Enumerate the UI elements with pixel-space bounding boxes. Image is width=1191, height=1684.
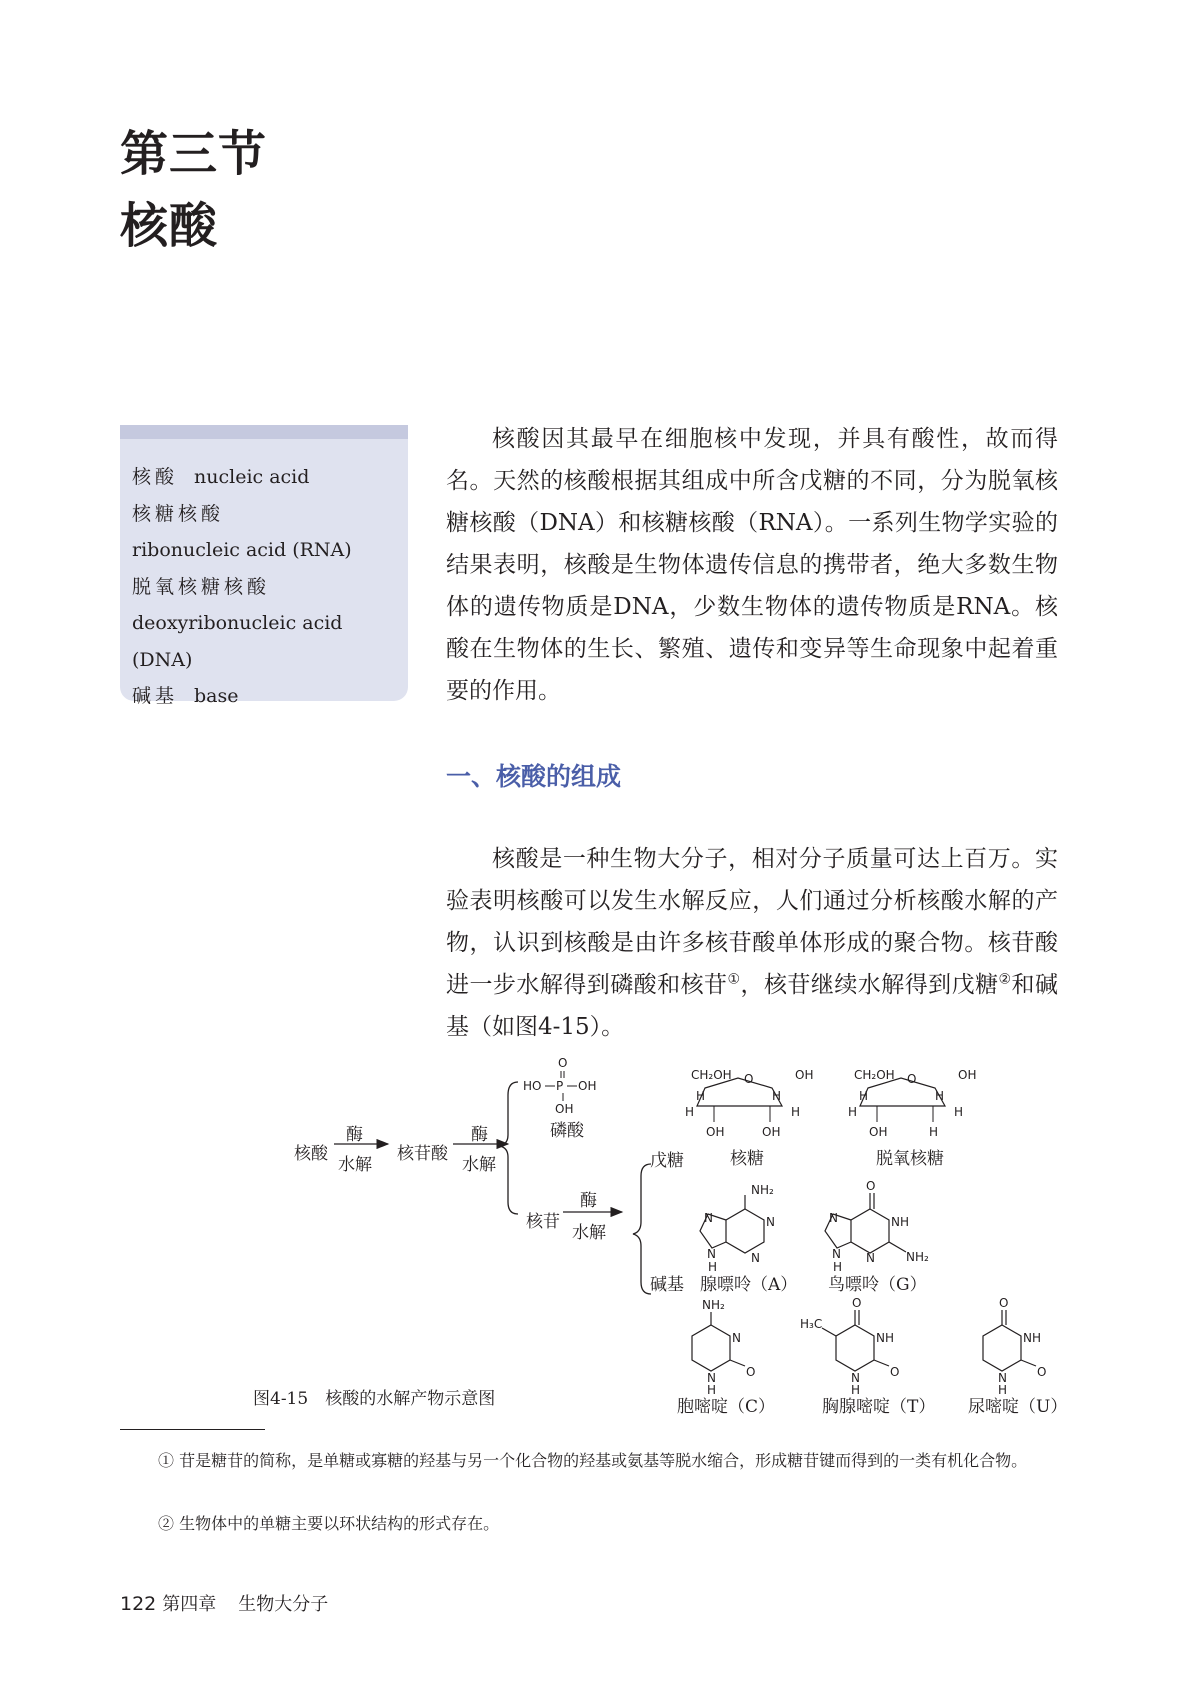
svg-text:H: H <box>833 1260 843 1274</box>
svg-text:H: H <box>954 1105 964 1119</box>
cytosine-structure <box>692 1298 755 1397</box>
svg-text:H: H <box>707 1383 717 1397</box>
brace-nucleoside <box>633 1164 651 1294</box>
svg-text:H: H <box>772 1089 782 1103</box>
svg-text:H: H <box>791 1105 801 1119</box>
label-hydrolysis-1: 水解 <box>338 1155 372 1175</box>
svg-text:N: N <box>707 1247 716 1261</box>
svg-text:O: O <box>999 1296 1009 1310</box>
glossary-term-cn: 核酸 <box>132 466 179 488</box>
chapter-label: 第四章 <box>162 1594 217 1615</box>
svg-text:H: H <box>935 1089 945 1103</box>
svg-text:H: H <box>685 1105 695 1119</box>
footnote-2 <box>120 1509 1060 1539</box>
svg-text:NH: NH <box>891 1215 909 1229</box>
label-hydrolysis-2: 水解 <box>462 1155 496 1175</box>
label-pentose: 戊糖 <box>650 1151 684 1171</box>
deoxyribose-structure <box>848 1068 976 1169</box>
section-heading: 一、核酸的组成 <box>446 762 622 791</box>
footnote-ref-2[interactable]: ② <box>998 971 1012 988</box>
uracil-structure <box>983 1296 1046 1397</box>
label-base: 碱基 <box>650 1275 684 1295</box>
label-enzyme-1: 酶 <box>346 1125 363 1145</box>
svg-text:N: N <box>851 1371 860 1385</box>
label-thymine: 胸腺嘧啶（T） <box>822 1397 936 1417</box>
label-nucleotide: 核苷酸 <box>397 1144 448 1164</box>
svg-text:O: O <box>866 1179 876 1193</box>
label-enzyme-3: 酶 <box>580 1191 597 1211</box>
svg-text:CH₂OH: CH₂OH <box>691 1068 732 1082</box>
svg-text:OH: OH <box>958 1068 977 1082</box>
svg-text:N: N <box>704 1211 713 1225</box>
label-hydrolysis-3: 水解 <box>572 1223 606 1243</box>
svg-text:P: P <box>556 1079 564 1093</box>
label-nucleic-acid: 核酸 <box>294 1144 328 1164</box>
section-title: 核酸 <box>120 198 219 254</box>
brace-nucleotide <box>500 1082 518 1214</box>
glossary-term-en: deoxyribonucleic acid (DNA) <box>132 612 343 671</box>
footnote-1-text: ① 苷是糖苷的简称，是单糖或寡糖的羟基与另一个化合物的羟基或氨基等脱水缩合，形成糖苷键而得到的一类有机化合物。 <box>158 1451 1028 1470</box>
svg-text:H: H <box>708 1260 718 1274</box>
svg-text:O: O <box>852 1296 862 1310</box>
svg-text:NH₂: NH₂ <box>751 1183 774 1197</box>
svg-text:OH: OH <box>578 1079 597 1093</box>
svg-text:O: O <box>746 1365 756 1379</box>
svg-text:N: N <box>998 1371 1007 1385</box>
svg-text:O: O <box>1037 1365 1047 1379</box>
footnote-divider <box>120 1429 265 1430</box>
footnote-2-text: ② 生物体中的单糖主要以环状结构的形式存在。 <box>158 1514 500 1533</box>
guanine-structure <box>825 1179 929 1274</box>
page-footer <box>120 1590 328 1616</box>
svg-text:H: H <box>848 1105 858 1119</box>
glossary-term-en: base <box>194 685 239 707</box>
glossary-term-en: nucleic acid <box>194 466 310 488</box>
svg-text:OH: OH <box>795 1068 814 1082</box>
svg-text:O: O <box>890 1365 900 1379</box>
composition-text-part2: ，核苷继续水解得到戊糖 <box>740 972 999 998</box>
figure-caption: 图4-15 核酸的水解产物示意图 <box>253 1389 496 1409</box>
svg-text:H: H <box>696 1089 706 1103</box>
svg-text:N: N <box>829 1211 838 1225</box>
label-nucleoside: 核苷 <box>526 1212 560 1232</box>
svg-text:N: N <box>732 1331 741 1345</box>
composition-text-part3: 和碱基（如图4-15）。 <box>446 972 1059 1040</box>
svg-text:H₃C: H₃C <box>800 1317 823 1331</box>
svg-text:CH₂OH: CH₂OH <box>854 1068 895 1082</box>
glossary-term-en: ribonucleic acid (RNA) <box>132 539 352 561</box>
svg-text:NH: NH <box>1023 1331 1041 1345</box>
label-cytosine: 胞嘧啶（C） <box>677 1397 776 1417</box>
svg-text:NH₂: NH₂ <box>906 1250 929 1264</box>
label-phosphoric-acid: 磷酸 <box>550 1121 584 1141</box>
label-enzyme-2: 酶 <box>471 1125 488 1145</box>
svg-text:H: H <box>851 1383 861 1397</box>
page-number: 122 <box>120 1593 157 1615</box>
label-adenine: 腺嘌呤（A） <box>700 1275 798 1295</box>
label-uracil: 尿嘧啶（U） <box>968 1397 1068 1417</box>
phosphoric-acid-structure <box>523 1056 596 1116</box>
svg-text:H: H <box>929 1125 939 1139</box>
glossary-term-cn: 核糖核酸 <box>132 502 225 525</box>
svg-text:N: N <box>707 1371 716 1385</box>
glossary-term-cn: 脱氧核糖核酸 <box>132 575 271 598</box>
section-number: 第三节 <box>120 126 268 182</box>
glossary-term-cn: 碱基 <box>132 685 179 707</box>
adenine-structure <box>700 1183 775 1274</box>
label-guanine: 鸟嘌呤（G） <box>828 1275 927 1295</box>
intro-text: 核酸因其最早在细胞核中发现，并具有酸性，故而得名。天然的核酸根据其组成中所含戊糖的不同，分为脱氧核糖核酸（DNA）和核糖核酸（RNA）。一系列生物学实验的结果表明，核酸是生物体遗传信息的携带者，绝大多数生物体的遗传物质是DNA，少数生物体的遗传物质是RNA。核酸在生物体的生长、繁殖、遗传和变异等生命现象中起着重要的作用。 <box>446 426 1058 704</box>
svg-text:N: N <box>766 1215 775 1229</box>
chapter-title: 生物大分子 <box>238 1594 329 1615</box>
label-ribose: 核糖 <box>730 1149 764 1169</box>
svg-text:HO: HO <box>523 1079 542 1093</box>
svg-text:NH₂: NH₂ <box>702 1298 725 1312</box>
composition-text-part1: 核酸是一种生物大分子，相对分子质量可达上百万。实验表明核酸可以发生水解反应，人们通过分析核酸水解的产物，认识到核酸是由许多核苷酸单体形成的聚合物。核苷酸进一步水解得到磷酸和核苷 <box>446 846 1058 998</box>
svg-text:H: H <box>998 1383 1008 1397</box>
svg-text:O: O <box>907 1072 917 1086</box>
svg-text:NH: NH <box>876 1331 894 1345</box>
svg-text:N: N <box>751 1251 760 1265</box>
footnote-ref-1[interactable]: ① <box>727 971 741 988</box>
svg-text:H: H <box>859 1089 869 1103</box>
svg-text:O: O <box>744 1072 754 1086</box>
svg-text:OH: OH <box>706 1125 725 1139</box>
label-deoxyribose: 脱氧核糖 <box>876 1149 944 1169</box>
footnote-1 <box>120 1446 1060 1476</box>
svg-text:OH: OH <box>555 1102 574 1116</box>
ribose-structure <box>685 1068 813 1169</box>
svg-text:OH: OH <box>869 1125 888 1139</box>
svg-text:O: O <box>558 1056 568 1070</box>
thymine-structure <box>800 1296 899 1397</box>
svg-text:N: N <box>866 1251 875 1265</box>
svg-text:OH: OH <box>762 1125 781 1139</box>
svg-text:N: N <box>832 1247 841 1261</box>
